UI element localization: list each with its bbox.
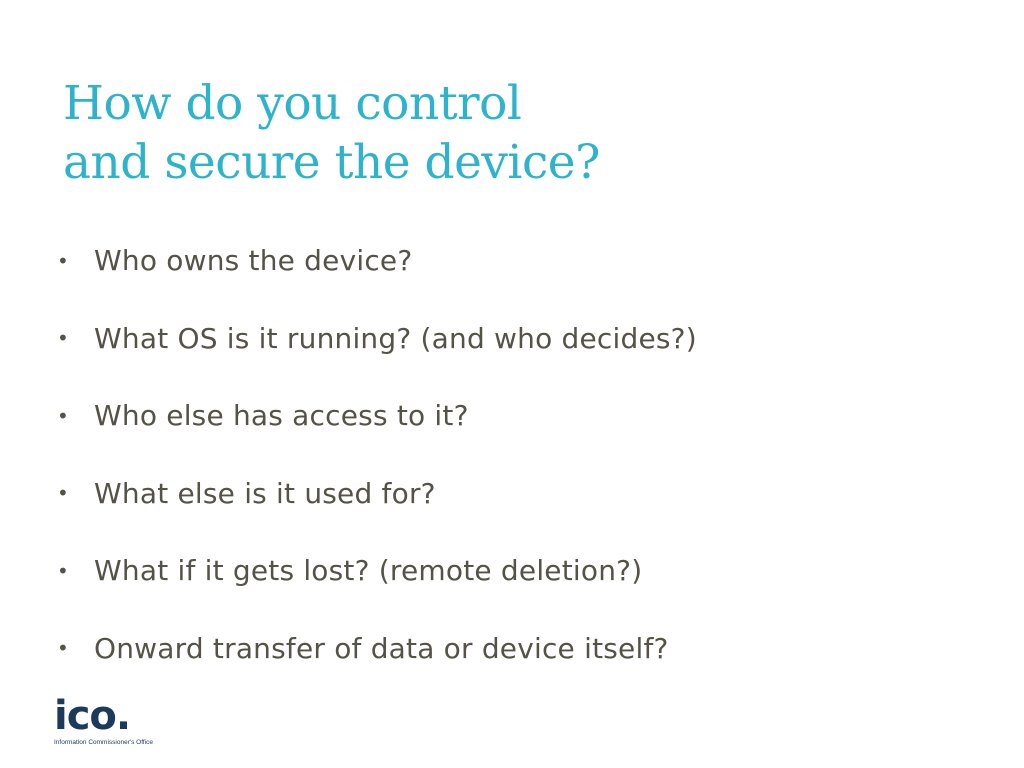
logo-subtitle: Information Commissioner's Office [54, 739, 154, 746]
bullet-text: Who owns the device? [94, 244, 413, 278]
bullet-text: What else is it used for? [94, 476, 436, 510]
bullet-item [57, 610, 697, 688]
slide-title [63, 74, 600, 192]
logo-mark: ico. [54, 693, 131, 739]
bullet-icon: • [57, 636, 69, 661]
bullet-item [57, 300, 697, 378]
bullet-item [57, 455, 697, 533]
title-line-2: and secure the device? [63, 135, 600, 190]
title-line-1: How do you control [63, 76, 522, 131]
bullet-text: Who else has access to it? [94, 399, 469, 433]
bullet-icon: • [57, 558, 69, 583]
bullet-text: What OS is it running? (and who decides?) [94, 321, 697, 355]
ico-logo [54, 693, 174, 749]
bullet-icon: • [57, 403, 69, 428]
bullet-item [57, 222, 697, 300]
bullet-icon: • [57, 481, 69, 506]
bullet-text: Onward transfer of data or device itself? [94, 631, 669, 665]
bullet-text: What if it gets lost? (remote deletion?) [94, 554, 643, 588]
bullet-icon: • [57, 248, 69, 273]
bullet-item [57, 532, 697, 610]
bullet-icon: • [57, 326, 69, 351]
bullet-item [57, 377, 697, 455]
bullet-list [57, 222, 697, 687]
